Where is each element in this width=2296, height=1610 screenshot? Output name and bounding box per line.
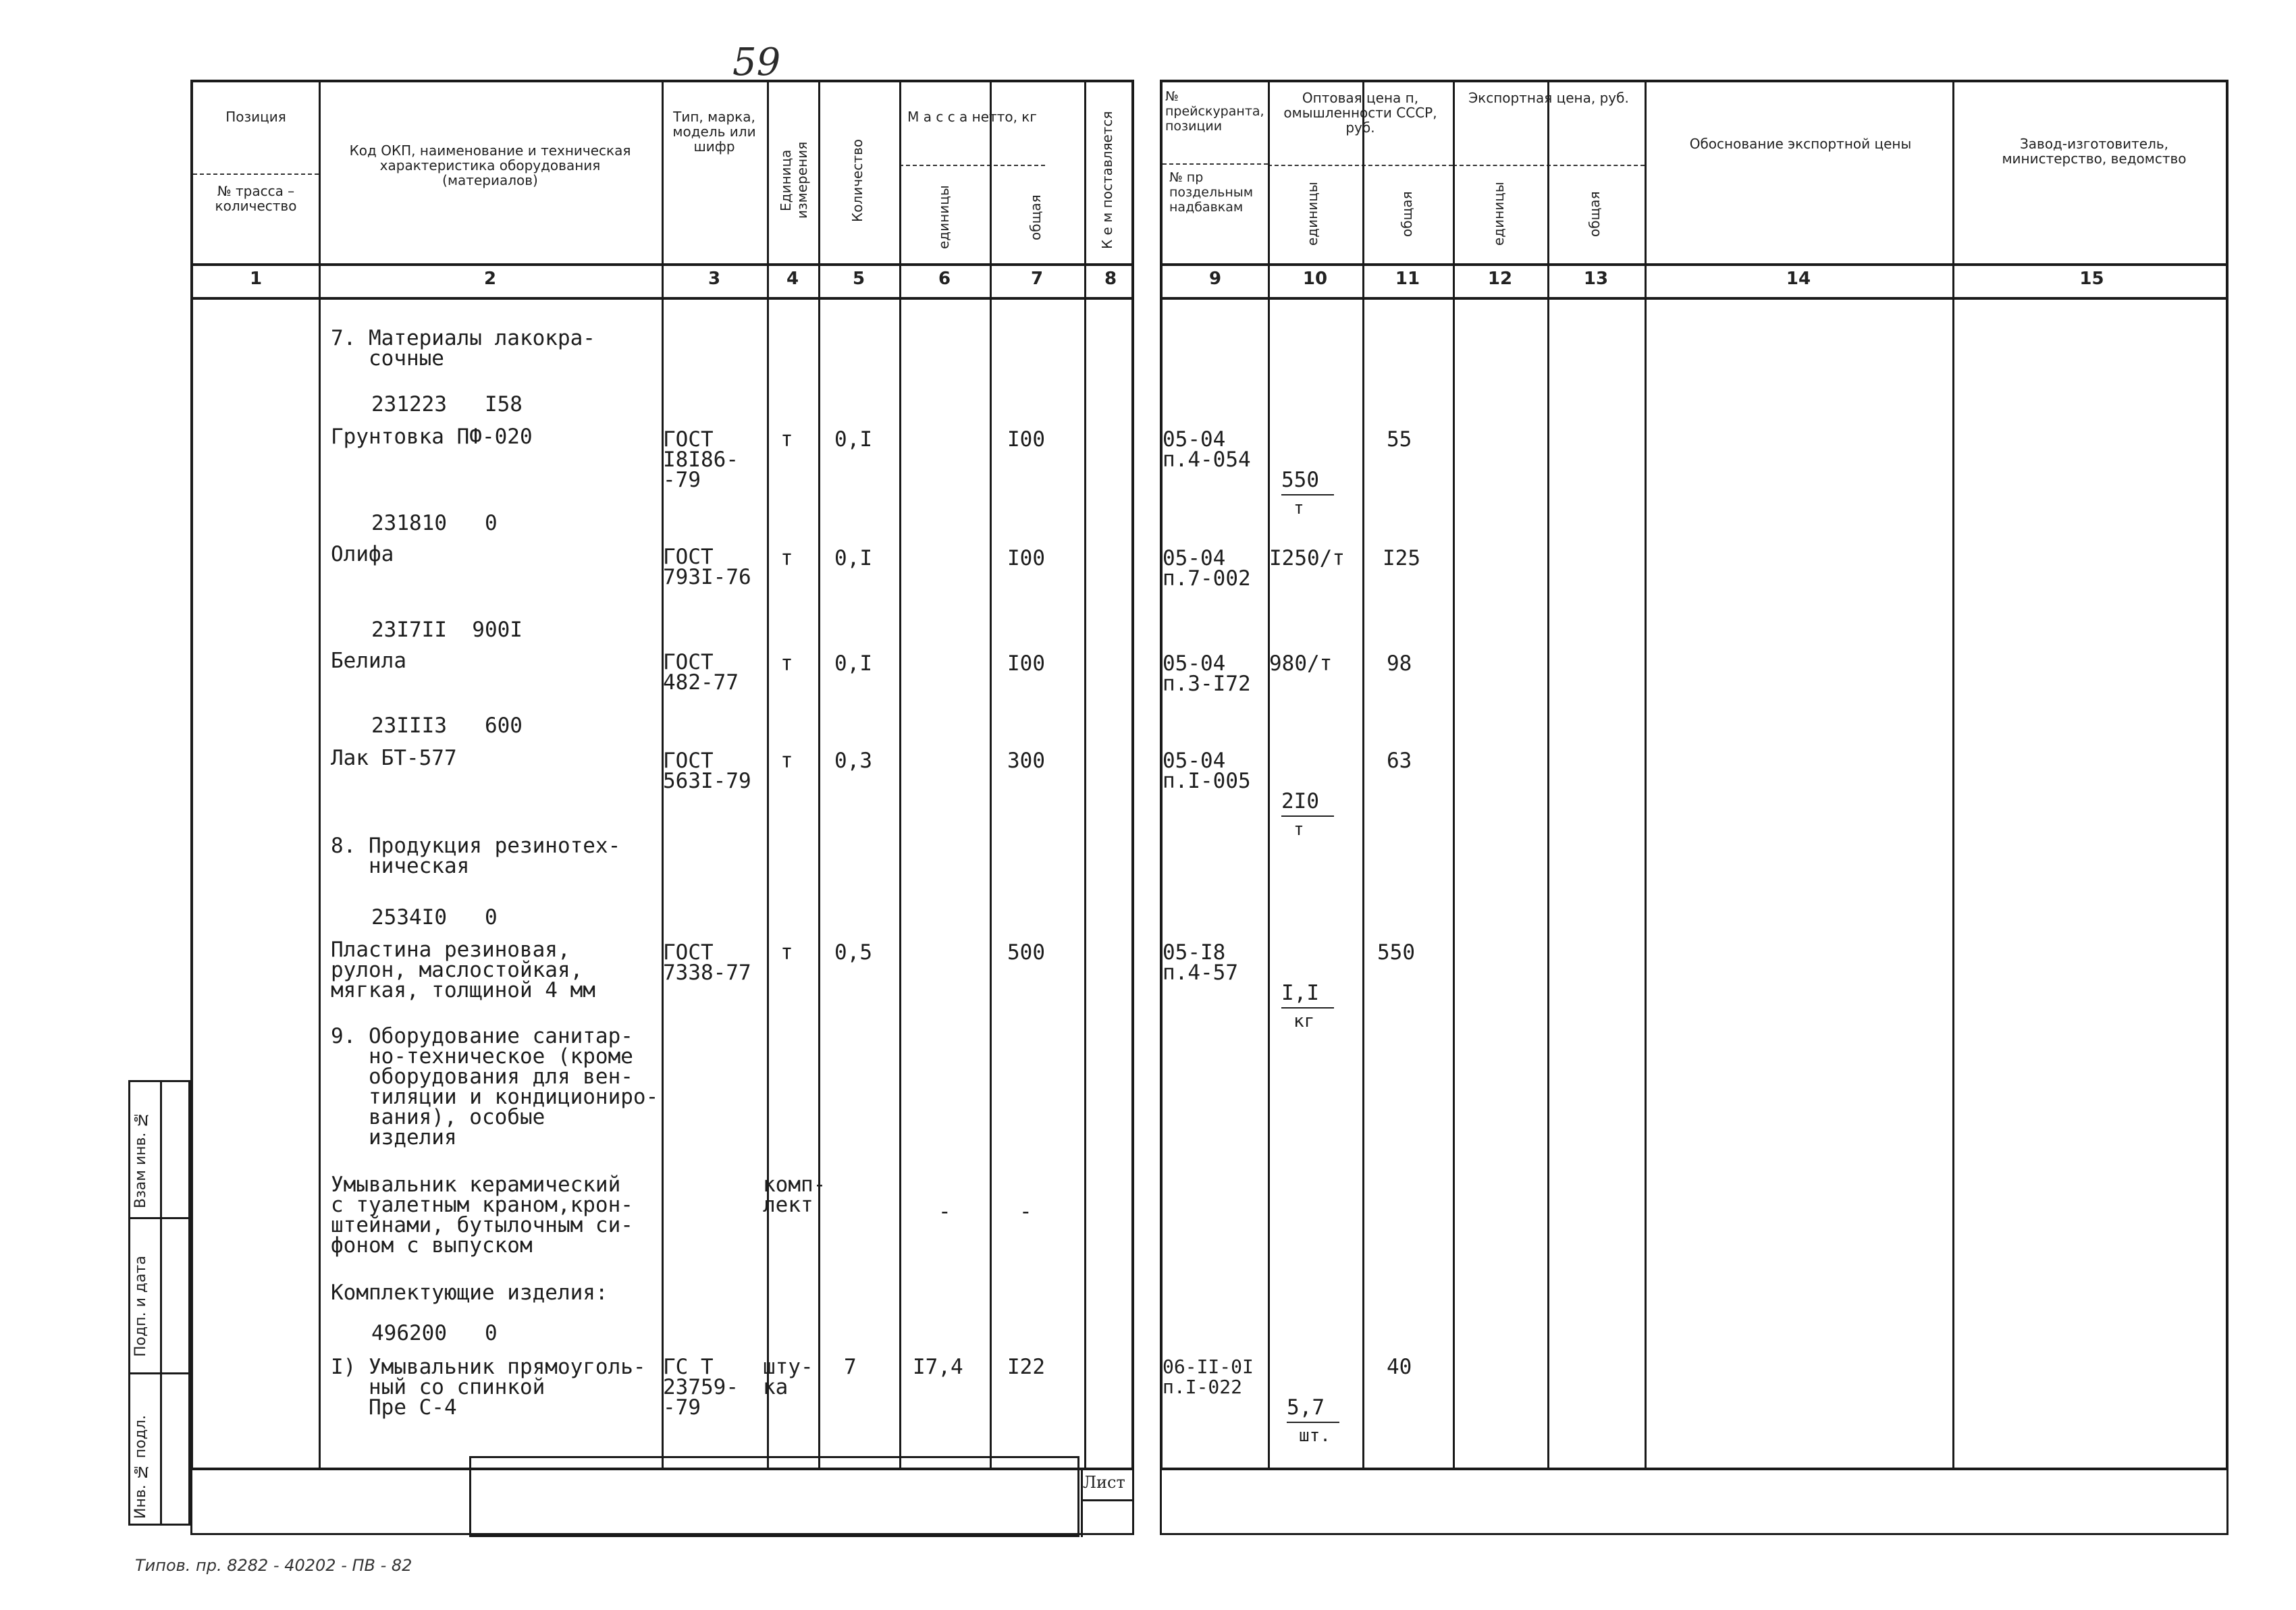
header-qty: Количество xyxy=(849,138,865,222)
item-unit: т xyxy=(780,546,793,570)
col-number-11: 11 xyxy=(1395,269,1420,289)
col-number-15: 15 xyxy=(2079,269,2104,289)
okp-code: 2534I0 0 xyxy=(371,905,498,930)
side-label-date: Подп. и дата xyxy=(132,1256,149,1357)
header-type: Тип, марка, модель или шифр xyxy=(672,109,756,155)
item-name: I) Умывальник прямоуголь- ный со спинкой Пре С-4 xyxy=(331,1355,646,1420)
sheet-label: Лист xyxy=(1083,1473,1125,1492)
item-price-unit: 550 т xyxy=(1281,429,1334,559)
okp-code: 231810 0 xyxy=(371,511,498,535)
header-mass-total: общая xyxy=(1027,194,1044,240)
handwritten-page-number: 59 xyxy=(732,41,781,84)
item-qty: 0,I xyxy=(834,546,872,570)
title-block-right xyxy=(1160,1468,2228,1535)
header-export-total: общая xyxy=(1586,191,1603,237)
header-export-price: Экспортная цена, руб. xyxy=(1468,90,1629,106)
section-9-heading: 9. Оборудование санитар- но-техническое (кроме оборудования для вен- тиляции и кондициониро- вания), особые изделия xyxy=(331,1024,659,1150)
header-wholesale-unit: единицы xyxy=(1304,182,1320,246)
col-number-10: 10 xyxy=(1302,269,1328,289)
item-price-total: I25 xyxy=(1383,546,1420,570)
item-mass-total: 500 xyxy=(1007,940,1045,965)
item-mass-total: 300 xyxy=(1007,749,1045,773)
header-mass-unit: единицы xyxy=(936,185,952,250)
section-7-heading: 7. Материалы лакокра- сочные xyxy=(331,326,595,371)
header-track: № трасса – количество xyxy=(215,183,297,214)
header-wholesale-total: общая xyxy=(1399,191,1415,237)
item-type: ГОСТ 7338-77 xyxy=(663,940,751,985)
item-unit: т xyxy=(780,749,793,773)
okp-code: 231223 I58 xyxy=(371,392,523,417)
title-block-left xyxy=(190,1468,1134,1535)
item-name: Лак БТ-577 xyxy=(331,746,457,770)
item-pricelist: 06-II-0I п.I-022 xyxy=(1163,1356,1254,1398)
col-number-5: 5 xyxy=(852,269,865,289)
item-mass-total: I00 xyxy=(1007,546,1045,570)
header-wholesale-price: Оптовая цена п, омышленности СССР, руб. xyxy=(1283,90,1437,136)
item-price-unit: 980/т xyxy=(1269,651,1333,676)
item-name: Пластина резиновая, рулон, маслостойкая, мягкая, толщиной 4 мм xyxy=(331,938,595,1002)
item-mass-total: - xyxy=(1019,1200,1032,1224)
col-number-13: 13 xyxy=(1583,269,1609,289)
col-number-2: 2 xyxy=(483,269,497,289)
item-type: ГОСТ 793I-76 xyxy=(663,545,751,589)
item-name: Умывальник керамический с туалетным краном,крон- штейнами, бутылочным си- фоном с выпуском xyxy=(331,1173,633,1258)
item-mass-total: I00 xyxy=(1007,651,1045,676)
item-unit: т xyxy=(780,940,793,965)
item-pricelist: 05-04 п.4-054 xyxy=(1163,427,1251,472)
section-8-heading: 8. Продукция резинотех- ническая xyxy=(331,834,621,878)
header-surcharge: № пр поздельным надбавкам xyxy=(1169,170,1254,215)
item-price-unit: I250/т xyxy=(1269,546,1345,570)
okp-code: 23III3 600 xyxy=(371,714,523,738)
header-position: Позиция xyxy=(225,109,286,125)
item-price-total: 55 xyxy=(1387,427,1412,452)
header-unit: Единица измерения xyxy=(778,141,810,219)
col-number-3: 3 xyxy=(708,269,721,289)
components-heading: Комплектующие изделия: xyxy=(331,1281,608,1305)
item-qty: 0,3 xyxy=(834,749,872,773)
header-pricelist: № прейскуранта, позиции xyxy=(1165,89,1264,134)
item-type: ГОСТ 563I-79 xyxy=(663,749,751,793)
col-number-7: 7 xyxy=(1030,269,1044,289)
item-name: Олифа xyxy=(331,542,394,566)
item-type: ГОСТ 482-77 xyxy=(663,650,739,695)
item-pricelist: 05-I8 п.4-57 xyxy=(1163,940,1238,985)
item-price-total: 40 xyxy=(1387,1355,1412,1379)
header-manufacturer: Завод-изготовитель, министерство, ведомство xyxy=(2002,136,2187,167)
item-unit: комп- лект xyxy=(763,1173,826,1217)
col-number-9: 9 xyxy=(1208,269,1222,289)
item-price-total: 63 xyxy=(1387,749,1412,773)
item-price-total: 550 xyxy=(1377,940,1415,965)
item-mass-unit: - xyxy=(938,1200,951,1224)
col-number-14: 14 xyxy=(1786,269,1811,289)
left-specification-table xyxy=(190,80,1134,1470)
item-unit: т xyxy=(780,427,793,452)
footer-note: Типов. пр. 8282 - 40202 - ПВ - 82 xyxy=(135,1556,412,1575)
item-pricelist: 05-04 п.I-005 xyxy=(1163,749,1251,793)
item-qty: 0,I xyxy=(834,651,872,676)
col-number-6: 6 xyxy=(938,269,951,289)
item-pricelist: 05-04 п.7-002 xyxy=(1163,546,1251,591)
header-mass: М а с с а нетто, кг xyxy=(907,109,1037,125)
side-label-vzam: Взам инв. № xyxy=(132,1110,149,1208)
col-number-8: 8 xyxy=(1104,269,1117,289)
item-name: Грунтовка ПФ-020 xyxy=(331,425,533,449)
item-price-unit: 2I0 т xyxy=(1281,751,1334,880)
item-mass-unit: I7,4 xyxy=(913,1355,963,1379)
header-name: Код ОКП, наименование и техническая характеристика оборудования (материалов) xyxy=(349,142,631,188)
item-unit: шту- ка xyxy=(763,1355,813,1399)
item-price-total: 98 xyxy=(1387,651,1412,676)
col-number-1: 1 xyxy=(249,269,263,289)
item-unit: т xyxy=(780,651,793,676)
side-label-inv: Инв. № подл. xyxy=(132,1415,149,1519)
item-price-unit: 5,7 шт. xyxy=(1287,1357,1339,1486)
item-mass-total: I00 xyxy=(1007,427,1045,452)
header-supplier: К е м поставляется xyxy=(1099,111,1115,250)
item-price-unit: I,I кг xyxy=(1281,942,1334,1072)
col-number-4: 4 xyxy=(786,269,799,289)
item-qty: 7 xyxy=(844,1355,857,1379)
header-justification: Обоснование экспортной цены xyxy=(1689,136,1912,152)
item-mass-total: I22 xyxy=(1007,1355,1045,1379)
header-export-unit: единицы xyxy=(1491,182,1507,246)
item-pricelist: 05-04 п.3-I72 xyxy=(1163,651,1251,696)
okp-code: 496200 0 xyxy=(371,1321,498,1345)
item-name: Белила xyxy=(331,649,406,673)
item-type: ГОСТ I8I86- -79 xyxy=(663,427,739,492)
item-type: ГС Т 23759- -79 xyxy=(663,1355,739,1420)
okp-code: 23I7II 900I xyxy=(371,618,523,642)
col-number-12: 12 xyxy=(1487,269,1513,289)
item-qty: 0,I xyxy=(834,427,872,452)
item-qty: 0,5 xyxy=(834,940,872,965)
